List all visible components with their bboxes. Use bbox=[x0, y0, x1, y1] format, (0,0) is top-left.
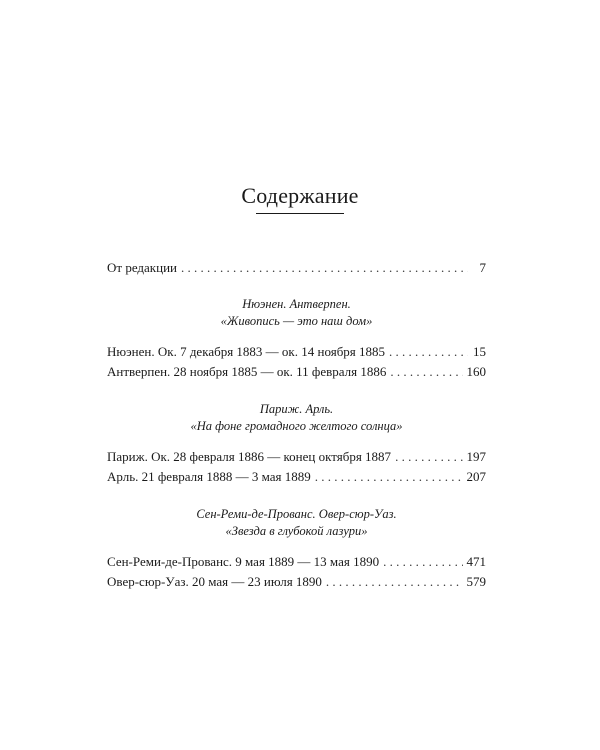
toc-entry-label: Антверпен. 28 ноября 1885 — ок. 11 февраля 1886 bbox=[107, 364, 387, 379]
toc-entry[interactable] bbox=[107, 552, 486, 572]
title-underline bbox=[256, 213, 344, 214]
dot-leader bbox=[390, 362, 462, 382]
page-title: Содержание bbox=[241, 183, 359, 208]
toc-entry-label: Париж. Ок. 28 февраля 1886 — конец октября 1887 bbox=[107, 449, 392, 464]
toc-page-number: 579 bbox=[466, 574, 486, 589]
toc-entry[interactable] bbox=[107, 362, 486, 382]
section-subtitle: «На фоне громадного желтого солнца» bbox=[190, 419, 403, 433]
dot-leader bbox=[315, 467, 463, 487]
toc-page-number: 7 bbox=[479, 260, 486, 275]
toc-entry-label: От редакции bbox=[107, 260, 177, 275]
toc-page-number: 197 bbox=[466, 449, 486, 464]
toc-entry-label: Нюэнен. Ок. 7 декабря 1883 — ок. 14 ноября 1885 bbox=[107, 344, 386, 359]
toc-page-number: 160 bbox=[466, 364, 486, 379]
dot-leader bbox=[389, 342, 468, 362]
dot-leader bbox=[326, 572, 463, 592]
section-heading-3 bbox=[107, 506, 486, 540]
toc-page-number: 207 bbox=[466, 469, 486, 484]
toc-page-number: 471 bbox=[466, 554, 486, 569]
toc-entry[interactable] bbox=[107, 467, 486, 487]
section-subtitle: «Звезда в глубокой лазури» bbox=[225, 524, 368, 538]
dot-leader bbox=[383, 552, 462, 572]
toc-page-number: 15 bbox=[473, 344, 486, 359]
section-place: Париж. Арль. bbox=[259, 402, 334, 416]
dot-leader bbox=[395, 447, 462, 467]
section-place: Сен-Реми-де-Прованс. Овер-сюр-Уаз. bbox=[196, 507, 397, 521]
section-heading-2 bbox=[107, 401, 486, 435]
toc-entry-label: Сен-Реми-де-Прованс. 9 мая 1889 — 13 мая 1890 bbox=[107, 554, 380, 569]
toc-entry-intro[interactable] bbox=[107, 258, 486, 278]
toc-entry-label: Овер-сюр-Уаз. 20 мая — 23 июля 1890 bbox=[107, 574, 322, 589]
section-subtitle: «Живопись — это наш дом» bbox=[220, 314, 373, 328]
dot-leader bbox=[181, 258, 468, 278]
section-heading-1 bbox=[107, 296, 486, 330]
toc-entry-label: Арль. 21 февраля 1888 — 3 мая 1889 bbox=[107, 469, 311, 484]
toc-entry[interactable] bbox=[107, 572, 486, 592]
section-place: Нюэнен. Антверпен. bbox=[242, 297, 351, 311]
table-of-contents bbox=[107, 258, 486, 592]
toc-entry[interactable] bbox=[107, 447, 486, 467]
toc-entry[interactable] bbox=[107, 342, 486, 362]
